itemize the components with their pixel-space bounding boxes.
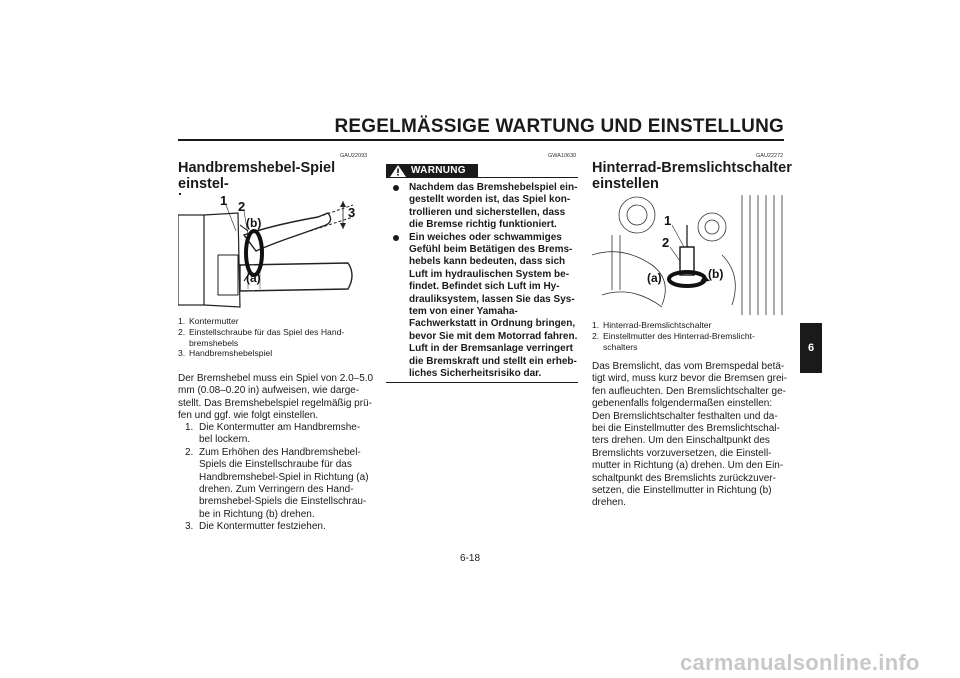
brake-lever-figure: [178, 195, 368, 310]
step-item: 1. Die Kontermutter am Handbremshe- bel lockern.: [185, 422, 361, 446]
body-paragraph: Das Bremslicht, das vom Bremspedal betä- tigt wird, muss kurz bevor die Bremsen grei- fen aufleuchten. Den Bremslichtschalter ge- gebenenfalls folgendermaßen einstellen: Den Bremslichtschalter festhalten und da- bei die Einstellmutter des Bremslichtschal- ters drehen. Um den Einschaltpunkt des Bremslichts vorzuversetzen, die Einstell- mutter in Richtung (a) drehen. Um den Ein- schaltpunkt des Bremslichts zurückzuver- setzen, die Einstellmutter in Richtung (b) drehen.: [592, 361, 788, 509]
heading-line: Handbremshebel-Spiel einstel-: [178, 160, 336, 192]
caption-item: 2. Einstellmutter des Hinterrad-Bremslicht-schalters: [592, 330, 755, 352]
step-item: 3. Die Kontermutter festziehen.: [185, 521, 326, 533]
page-number: 6-18: [460, 553, 481, 564]
section-code: GAU22272: [756, 153, 784, 159]
bullet-icon: [393, 235, 399, 241]
figure-caption: [178, 316, 373, 359]
fig-label-1: 1: [664, 213, 672, 228]
page-title: REGELMÄSSIGE WARTUNG UND EINSTELLUNG: [334, 116, 784, 137]
heading-line: einstellen: [592, 176, 659, 192]
fig-label-b: (b): [246, 216, 262, 230]
brake-switch-illustration: [592, 195, 784, 315]
warning-rule: [478, 177, 578, 178]
warning-list: [393, 182, 579, 381]
fig-label-a: (a): [647, 271, 662, 285]
bullet-icon: [393, 185, 399, 191]
figure-caption: [592, 320, 787, 352]
watermark: carmanualsonline.info: [680, 650, 920, 675]
warning-triangle-icon: [390, 165, 406, 182]
header-rule: [178, 139, 784, 141]
warning-header: WARNUNG: [386, 164, 478, 178]
fig-label-1: 1: [220, 195, 228, 208]
fig-label-2: 2: [662, 235, 670, 250]
brake-switch-figure: [592, 195, 784, 315]
caption-item: 3. Handbremshebelspiel: [178, 348, 273, 359]
warning-item: Ein weiches oder schwammiges Gefühl beim Betätigen des Brems- hebels kann bedeuten, dass sich Luft im hydraulischen System be- findet. Befindet sich Luft im Hy- drauliksystem, lassen Sie das Sys- tem von einer Yamaha- Fachwerkstatt in Ordnung bringen, bevor Sie mit dem Motorrad fahren. Luft in der Bremsanlage verringert die Bremskraft und stellt ein erheb- liches Sicherheitsrisiko dar.: [393, 232, 579, 381]
brake-lever-illustration: [178, 195, 368, 310]
fig-label-b: (b): [708, 267, 724, 281]
caption-item: 1. Hinterrad-Bremslichtschalter: [592, 320, 712, 330]
body-paragraph: Der Bremshebel muss ein Spiel von 2.0–5.0 mm (0.08–0.20 in) aufweisen, wie darge- stellt. Das Bremshebelspiel regelmäßig prü- fen und ggf. wie folgt einstellen.: [178, 373, 374, 422]
step-list: [178, 422, 378, 534]
chapter-tab[interactable]: 6: [800, 323, 822, 373]
warning-item: Nachdem das Bremshebelspiel ein- gestellt worden ist, das Spiel kon- trollieren und sicherstellen, dass die Bremse richtig funktioniert.: [393, 182, 579, 232]
fig-label-a: (a): [246, 271, 261, 285]
caption-item: 1. Kontermutter: [178, 316, 239, 326]
caption-item: 2. Einstellschraube für das Spiel des Hand-bremshebels: [178, 326, 345, 348]
fig-label-2: 2: [238, 199, 246, 214]
heading-line: Hinterrad-Bremslichtschalter: [592, 160, 792, 176]
section-heading: [592, 160, 792, 192]
fig-label-3: 3: [348, 205, 356, 220]
step-item: 2. Zum Erhöhen des Handbremshebel- Spiels die Einstellschraube für das Handbremshebel-Spiel in Richtung (a) drehen. Zum Verringern des Hand- bremshebel-Spiels die Einstellschrau- be in Richtung (b) drehen.: [185, 446, 369, 520]
section-code: GAU22093: [340, 153, 368, 159]
warning-code: GWA10630: [548, 153, 577, 159]
warning-rule: [386, 382, 578, 383]
